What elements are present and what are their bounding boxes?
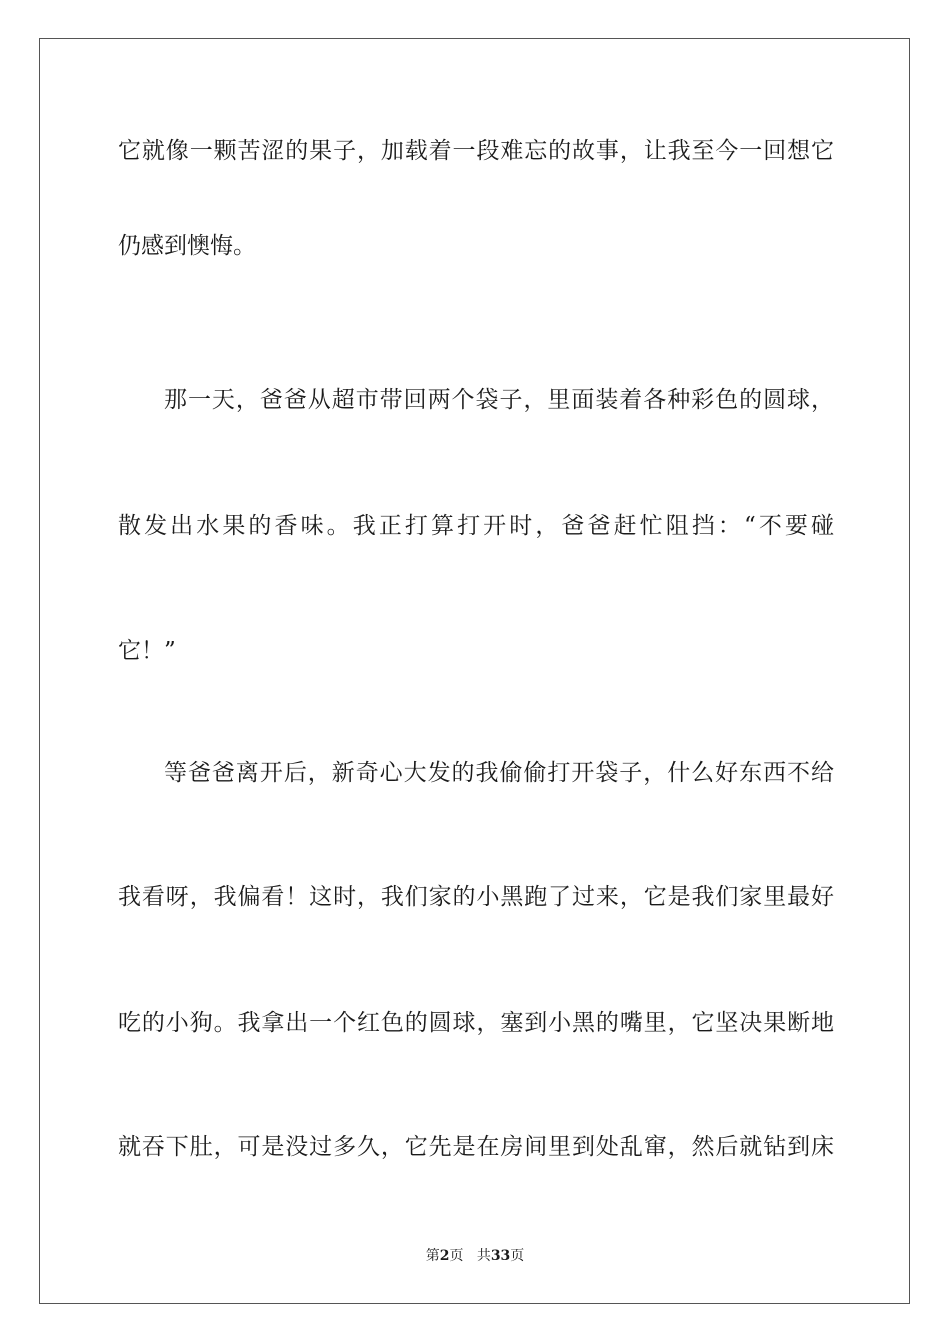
body-text-line-1: 它就像一颗苦涩的果子，加载着一段难忘的故事，让我至今一回想它 [118, 138, 834, 164]
footer-page-prefix: 第 [425, 1248, 440, 1264]
footer-total-prefix: 共 [476, 1248, 491, 1264]
body-text-line-8: 吃的小狗。我拿出一个红色的圆球，塞到小黑的嘴里，它坚决果断地 [118, 1010, 834, 1036]
footer-total-suffix: 页 [510, 1248, 525, 1264]
body-text-line-7: 我看呀，我偏看！这时，我们家的小黑跑了过来，它是我们家里最好 [118, 884, 834, 910]
footer-page-suffix: 页 [449, 1248, 464, 1264]
page-footer [0, 1246, 950, 1266]
footer-page-number: 2 [439, 1248, 450, 1264]
body-text-line-6: 等爸爸离开后，新奇心大发的我偷偷打开袋子，什么好东西不给 [164, 760, 834, 786]
body-text-line-5: 它！” [118, 638, 176, 664]
body-text-line-3: 那一天，爸爸从超市带回两个袋子，里面装着各种彩色的圆球， [164, 387, 834, 413]
body-text-line-4: 散发出水果的香味。我正打算打开时，爸爸赶忙阻挡：“不要碰 [118, 513, 834, 539]
footer-total-pages: 33 [490, 1248, 511, 1264]
body-text-line-2: 仍感到懊悔。 [118, 233, 256, 259]
body-text-line-9: 就吞下肚，可是没过多久，它先是在房间里到处乱窜，然后就钻到床 [118, 1134, 834, 1160]
